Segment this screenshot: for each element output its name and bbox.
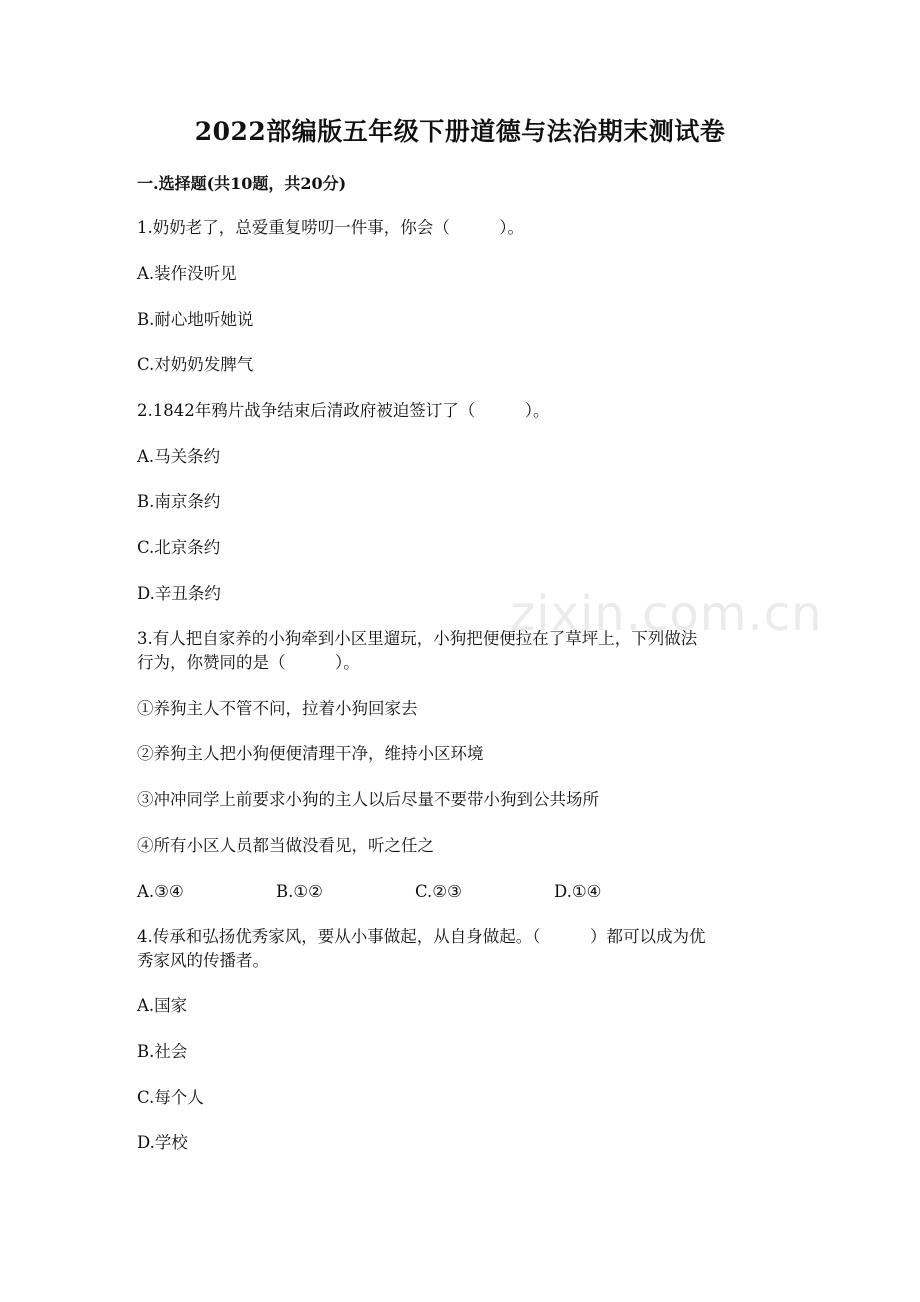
question-4-option-b: B.社会 xyxy=(137,1042,188,1061)
question-1-stem: 1.奶奶老了，总爱重复唠叨一件事，你会（ ）。 xyxy=(137,218,524,237)
question-4-stem-line-1: 4.传承和弘扬优秀家风，要从小事做起，从自身做起。（ ）都可以成为优 xyxy=(137,927,706,946)
section-heading: 一.选择题(共10题，共20分) xyxy=(137,174,347,193)
question-4-option-c: C.每个人 xyxy=(137,1088,204,1107)
question-3-stem-line-2: 行为，你赞同的是（ ）。 xyxy=(137,653,360,672)
question-1-option-c: C.对奶奶发脾气 xyxy=(137,355,254,374)
watermark: zixin.com.cn xyxy=(510,586,823,642)
question-3-statement-1: ①养狗主人不管不问，拉着小狗回家去 xyxy=(137,699,418,718)
question-4-stem-line-2: 秀家风的传播者。 xyxy=(137,951,269,970)
question-2-option-c: C.北京条约 xyxy=(137,538,221,557)
question-1-option-b: B.耐心地听她说 xyxy=(137,310,254,329)
question-2-option-b: B.南京条约 xyxy=(137,492,221,511)
question-3-option-b: B.①② xyxy=(276,882,323,901)
question-4-option-a: A.国家 xyxy=(137,996,188,1015)
question-3-options-row xyxy=(137,880,777,904)
question-1-option-a: A.装作没听见 xyxy=(137,264,237,283)
question-2-option-a: A.马关条约 xyxy=(137,447,221,466)
question-2-stem: 2.1842年鸦片战争结束后清政府被迫签订了（ ）。 xyxy=(137,401,550,420)
question-3-option-a: A.③④ xyxy=(137,882,184,901)
question-2-option-d: D.辛丑条约 xyxy=(137,584,221,603)
question-4-option-d: D.学校 xyxy=(137,1133,188,1152)
question-3-option-d: D.①④ xyxy=(554,882,602,901)
question-3-statement-4: ④所有小区人员都当做没看见，听之任之 xyxy=(137,836,434,855)
exam-title: 2022部编版五年级下册道德与法治期末测试卷 xyxy=(194,117,726,146)
question-3-statement-3: ③冲冲同学上前要求小狗的主人以后尽量不要带小狗到公共场所 xyxy=(137,790,599,809)
question-3-stem-line-1: 3.有人把自家养的小狗牵到小区里遛玩，小狗把便便拉在了草坪上，下列做法 xyxy=(137,629,698,648)
question-3-option-c: C.②③ xyxy=(415,882,462,901)
question-3-statement-2: ②养狗主人把小狗便便清理干净，维持小区环境 xyxy=(137,744,484,763)
